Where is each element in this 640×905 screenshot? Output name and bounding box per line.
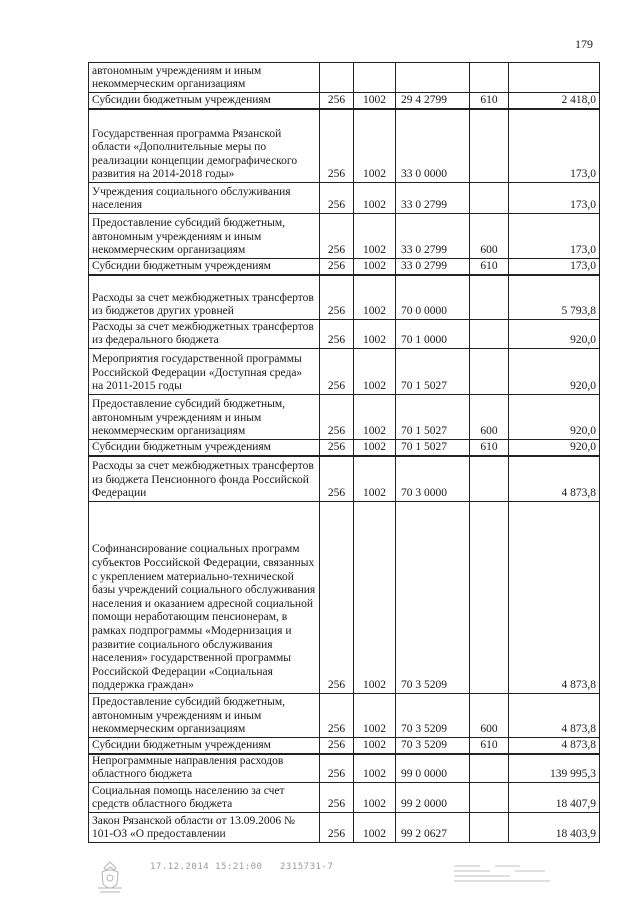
cell-amount: 4 873,8 [509, 694, 600, 738]
table-row [89, 349, 600, 395]
cell-name: Предоставление субсидий бюджетным, автономным учреждениям и иным некоммерческим организациям [89, 214, 320, 259]
table-row [89, 813, 600, 843]
coat-of-arms-icon [90, 858, 130, 898]
cell-ved [320, 63, 354, 93]
table-row [89, 214, 600, 259]
cell-section: 1002 [354, 395, 396, 440]
table-row [89, 395, 600, 440]
cell-expense-type: 610 [470, 259, 509, 275]
cell-ved: 256 [320, 275, 354, 320]
cell-name: Расходы за счет межбюджетных трансфертов из бюджетов других уровней [89, 275, 320, 320]
cell-expense-type [470, 456, 509, 502]
cell-ved: 256 [320, 93, 354, 109]
cell-amount: 173,0 [509, 214, 600, 259]
page-footer [90, 858, 570, 898]
cell-expense-type [470, 63, 509, 93]
cell-expense-type: 610 [470, 440, 509, 456]
cell-section: 1002 [354, 738, 396, 754]
cell-expense-type: 600 [470, 214, 509, 259]
cell-section: 1002 [354, 349, 396, 395]
cell-name: Учреждения социального обслуживания населения [89, 183, 320, 214]
table-row [89, 259, 600, 275]
cell-expense-type [470, 783, 509, 813]
cell-target-article: 70 3 5209 [396, 738, 470, 754]
cell-name: Субсидии бюджетным учреждениям [89, 440, 320, 456]
cell-amount: 4 873,8 [509, 502, 600, 694]
cell-expense-type: 610 [470, 738, 509, 754]
cell-ved: 256 [320, 456, 354, 502]
cell-target-article: 33 0 2799 [396, 259, 470, 275]
cell-section: 1002 [354, 109, 396, 183]
registration-stamp-icon [450, 858, 560, 888]
cell-section: 1002 [354, 214, 396, 259]
cell-amount: 173,0 [509, 259, 600, 275]
cell-name: Предоставление субсидий бюджетным, автономным учреждениям и иным некоммерческим организациям [89, 395, 320, 440]
cell-section: 1002 [354, 694, 396, 738]
cell-name: Непрограммные направления расходов областного бюджета [89, 754, 320, 783]
cell-ved: 256 [320, 440, 354, 456]
cell-name: Закон Рязанской области от 13.09.2006 № 101-ОЗ «О предоставлении [89, 813, 320, 843]
cell-ved: 256 [320, 754, 354, 783]
cell-expense-type [470, 349, 509, 395]
cell-amount: 920,0 [509, 349, 600, 395]
cell-name: Субсидии бюджетным учреждениям [89, 259, 320, 275]
budget-table-body [89, 63, 600, 843]
table-row [89, 694, 600, 738]
cell-target-article: 29 4 2799 [396, 93, 470, 109]
cell-expense-type: 610 [470, 93, 509, 109]
table-row [89, 440, 600, 456]
cell-target-article: 33 0 2799 [396, 183, 470, 214]
cell-ved: 256 [320, 183, 354, 214]
cell-amount: 2 418,0 [509, 93, 600, 109]
cell-amount: 920,0 [509, 320, 600, 349]
cell-name: Социальная помощь населению за счет средств областного бюджета [89, 783, 320, 813]
cell-expense-type [470, 754, 509, 783]
cell-section [354, 63, 396, 93]
cell-name: Государственная программа Рязанской области «Дополнительные меры по реализации концепции демографического развития на 2014-2018 годы» [89, 109, 320, 183]
cell-expense-type: 600 [470, 694, 509, 738]
cell-target-article: 33 0 0000 [396, 109, 470, 183]
cell-target-article: 99 2 0627 [396, 813, 470, 843]
cell-name: Субсидии бюджетным учреждениям [89, 738, 320, 754]
cell-expense-type [470, 183, 509, 214]
cell-expense-type: 600 [470, 395, 509, 440]
cell-expense-type [470, 275, 509, 320]
cell-section: 1002 [354, 320, 396, 349]
cell-target-article: 70 1 5027 [396, 395, 470, 440]
cell-expense-type [470, 320, 509, 349]
cell-amount: 18 403,9 [509, 813, 600, 843]
table-row [89, 502, 600, 694]
cell-section: 1002 [354, 275, 396, 320]
budget-table [88, 62, 600, 843]
cell-ved: 256 [320, 320, 354, 349]
document-code: 2315731-7 [280, 862, 334, 872]
cell-expense-type [470, 502, 509, 694]
cell-amount: 5 793,8 [509, 275, 600, 320]
cell-section: 1002 [354, 259, 396, 275]
cell-target-article: 70 3 5209 [396, 694, 470, 738]
cell-section: 1002 [354, 440, 396, 456]
cell-target-article: 33 0 2799 [396, 214, 470, 259]
cell-target-article: 70 1 5027 [396, 349, 470, 395]
cell-amount: 173,0 [509, 183, 600, 214]
cell-target-article: 70 3 5209 [396, 502, 470, 694]
table-row [89, 738, 600, 754]
cell-section: 1002 [354, 456, 396, 502]
table-row [89, 456, 600, 502]
cell-section: 1002 [354, 813, 396, 843]
cell-target-article: 70 0 0000 [396, 275, 470, 320]
table-row [89, 183, 600, 214]
cell-amount: 173,0 [509, 109, 600, 183]
cell-target-article: 99 2 0000 [396, 783, 470, 813]
cell-amount: 4 873,8 [509, 738, 600, 754]
cell-target-article: 70 3 0000 [396, 456, 470, 502]
cell-expense-type [470, 813, 509, 843]
cell-ved: 256 [320, 109, 354, 183]
cell-ved: 256 [320, 738, 354, 754]
cell-target-article: 99 0 0000 [396, 754, 470, 783]
cell-name: Субсидии бюджетным учреждениям [89, 93, 320, 109]
table-row [89, 93, 600, 109]
cell-amount: 4 873,8 [509, 456, 600, 502]
table-row [89, 109, 600, 183]
table-row [89, 754, 600, 783]
cell-target-article [396, 63, 470, 93]
cell-name: Расходы за счет межбюджетных трансфертов из бюджета Пенсионного фонда Российской Федерации [89, 456, 320, 502]
cell-amount: 920,0 [509, 395, 600, 440]
timestamp-stamp: 17.12.2014 15:21:00 [150, 862, 263, 872]
cell-ved: 256 [320, 783, 354, 813]
table-row [89, 783, 600, 813]
cell-ved: 256 [320, 813, 354, 843]
table-row [89, 63, 600, 93]
cell-target-article: 70 1 0000 [396, 320, 470, 349]
cell-ved: 256 [320, 259, 354, 275]
page-number: 179 [575, 37, 593, 51]
cell-name: Расходы за счет межбюджетных трансфертов из федерального бюджета [89, 320, 320, 349]
cell-name: Мероприятия государственной программы Российской Федерации «Доступная среда» на 2011-2015 годы [89, 349, 320, 395]
cell-ved: 256 [320, 694, 354, 738]
cell-name: Софинансирование социальных программ субъектов Российской Федерации, связанных с укреплением материально-технической базы учреждений социального обслуживания населения и оказанием адресной социальной помощи неработающим пенсионерам, в рамках подпрограммы «Модернизация и развитие социального обслуживания населения» государственной программы Российской Федерации «Социальная поддержка граждан» [89, 502, 320, 694]
cell-amount: 18 407,9 [509, 783, 600, 813]
cell-section: 1002 [354, 754, 396, 783]
cell-amount: 920,0 [509, 440, 600, 456]
cell-target-article: 70 1 5027 [396, 440, 470, 456]
cell-section: 1002 [354, 783, 396, 813]
cell-amount: 139 995,3 [509, 754, 600, 783]
cell-name: Предоставление субсидий бюджетным, автономным учреждениям и иным некоммерческим организациям [89, 694, 320, 738]
table-row [89, 275, 600, 320]
table-row [89, 320, 600, 349]
cell-section: 1002 [354, 502, 396, 694]
cell-ved: 256 [320, 502, 354, 694]
cell-section: 1002 [354, 183, 396, 214]
cell-amount [509, 63, 600, 93]
cell-ved: 256 [320, 395, 354, 440]
cell-name: автономным учреждениям и иным некоммерческим организациям [89, 63, 320, 93]
cell-ved: 256 [320, 214, 354, 259]
cell-expense-type [470, 109, 509, 183]
cell-ved: 256 [320, 349, 354, 395]
cell-section: 1002 [354, 93, 396, 109]
